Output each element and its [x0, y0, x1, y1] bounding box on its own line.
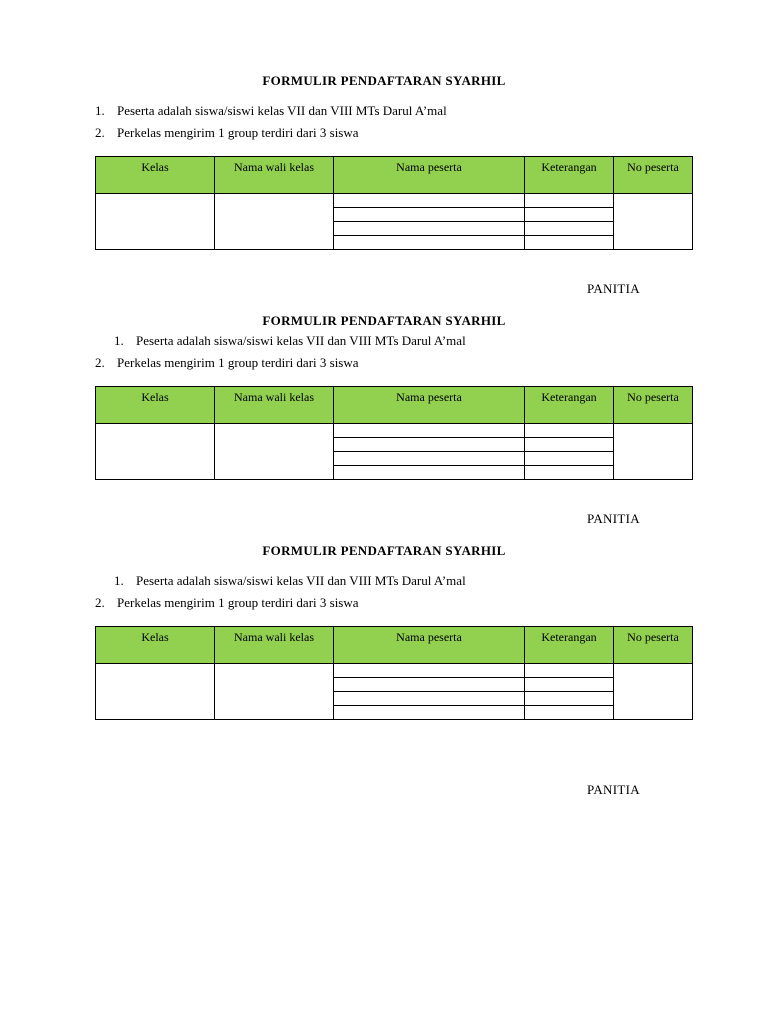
header-no-peserta: No peserta [614, 387, 693, 424]
nama-peserta-cell[interactable] [334, 222, 525, 236]
header-nama-wali-kelas: Nama wali kelas [215, 387, 334, 424]
keterangan-cell[interactable] [525, 678, 614, 692]
header-kelas: Kelas [96, 387, 215, 424]
keterangan-cell[interactable] [525, 194, 614, 208]
kelas-cell[interactable] [96, 194, 215, 250]
header-nama-peserta: Nama peserta [334, 387, 525, 424]
rule-text: Perkelas mengirim 1 group terdiri dari 3 siswa [117, 355, 359, 370]
form-title: FORMULIR PENDAFTARAN SYARHIL [262, 313, 506, 328]
keterangan-cell[interactable] [525, 692, 614, 706]
header-keterangan: Keterangan [525, 387, 614, 424]
registration-table [95, 386, 693, 480]
rule-number: 2. [95, 125, 105, 140]
rule-number: 2. [95, 595, 105, 610]
nama-peserta-cell[interactable] [334, 452, 525, 466]
registration-table [95, 156, 693, 250]
rule-item-2 [95, 355, 359, 371]
rule-number: 1. [95, 103, 105, 118]
table-row [96, 424, 693, 438]
keterangan-cell[interactable] [525, 452, 614, 466]
table-header-row [96, 157, 693, 194]
table-row [96, 664, 693, 678]
nama-peserta-cell[interactable] [334, 706, 525, 720]
keterangan-cell[interactable] [525, 706, 614, 720]
table-row [96, 194, 693, 208]
header-nama-peserta: Nama peserta [334, 627, 525, 664]
no-peserta-cell[interactable] [614, 194, 693, 250]
keterangan-cell[interactable] [525, 424, 614, 438]
no-peserta-cell[interactable] [614, 424, 693, 480]
signature-label: PANITIA [587, 782, 640, 797]
nama-peserta-cell[interactable] [334, 236, 525, 250]
nama-peserta-cell[interactable] [334, 466, 525, 480]
rule-text: Peserta adalah siswa/siswi kelas VII dan VIII MTs Darul A’mal [136, 333, 466, 348]
nama-peserta-cell[interactable] [334, 664, 525, 678]
nama-peserta-cell[interactable] [334, 194, 525, 208]
table-header-row [96, 387, 693, 424]
rule-item-1 [114, 573, 466, 589]
rule-number: 2. [95, 355, 105, 370]
keterangan-cell[interactable] [525, 208, 614, 222]
keterangan-cell[interactable] [525, 664, 614, 678]
nama-peserta-cell[interactable] [334, 678, 525, 692]
rule-item-1 [95, 103, 447, 119]
rule-item-2 [95, 595, 359, 611]
rule-text: Perkelas mengirim 1 group terdiri dari 3 siswa [117, 125, 359, 140]
registration-table [95, 626, 693, 720]
header-kelas: Kelas [96, 627, 215, 664]
nama-peserta-cell[interactable] [334, 438, 525, 452]
wali-kelas-cell[interactable] [215, 194, 334, 250]
header-keterangan: Keterangan [525, 157, 614, 194]
rule-item-1 [114, 333, 466, 349]
rule-number: 1. [114, 333, 124, 348]
rule-text: Peserta adalah siswa/siswi kelas VII dan VIII MTs Darul A’mal [136, 573, 466, 588]
kelas-cell[interactable] [96, 424, 215, 480]
nama-peserta-cell[interactable] [334, 424, 525, 438]
rule-text: Peserta adalah siswa/siswi kelas VII dan VIII MTs Darul A’mal [117, 103, 447, 118]
keterangan-cell[interactable] [525, 466, 614, 480]
kelas-cell[interactable] [96, 664, 215, 720]
header-kelas: Kelas [96, 157, 215, 194]
header-nama-peserta: Nama peserta [334, 157, 525, 194]
header-keterangan: Keterangan [525, 627, 614, 664]
nama-peserta-cell[interactable] [334, 692, 525, 706]
table-header-row [96, 627, 693, 664]
rule-number: 1. [114, 573, 124, 588]
form-title: FORMULIR PENDAFTARAN SYARHIL [262, 543, 506, 558]
wali-kelas-cell[interactable] [215, 664, 334, 720]
nama-peserta-cell[interactable] [334, 208, 525, 222]
header-nama-wali-kelas: Nama wali kelas [215, 627, 334, 664]
signature-label: PANITIA [587, 281, 640, 296]
signature-label: PANITIA [587, 511, 640, 526]
header-no-peserta: No peserta [614, 157, 693, 194]
wali-kelas-cell[interactable] [215, 424, 334, 480]
keterangan-cell[interactable] [525, 438, 614, 452]
keterangan-cell[interactable] [525, 222, 614, 236]
keterangan-cell[interactable] [525, 236, 614, 250]
rule-text: Perkelas mengirim 1 group terdiri dari 3 siswa [117, 595, 359, 610]
header-no-peserta: No peserta [614, 627, 693, 664]
no-peserta-cell[interactable] [614, 664, 693, 720]
rule-item-2 [95, 125, 359, 141]
header-nama-wali-kelas: Nama wali kelas [215, 157, 334, 194]
form-title: FORMULIR PENDAFTARAN SYARHIL [262, 73, 506, 88]
